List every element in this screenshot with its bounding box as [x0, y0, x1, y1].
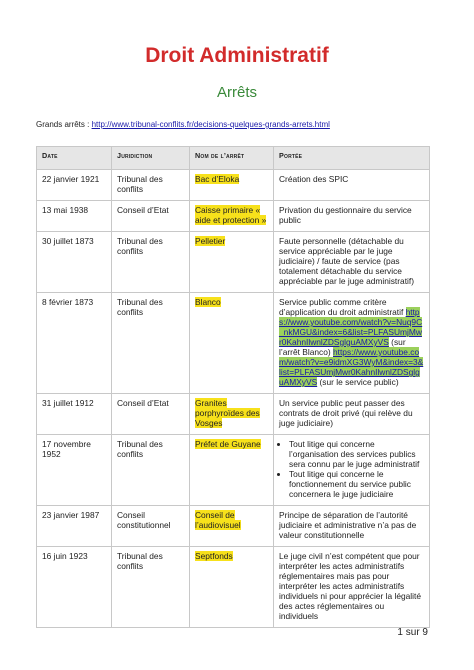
table-row — [37, 170, 430, 201]
cell-date: 13 mai 1938 — [37, 201, 112, 232]
cell-date: 23 janvier 1987 — [37, 506, 112, 547]
grands-arrets-link[interactable]: http://www.tribunal-conflits.fr/decisions-quelques-grands-arrets.html — [91, 120, 330, 129]
document-title: Droit Administratif — [145, 44, 329, 67]
arret-name: Conseil de l’audiovisuel — [195, 510, 241, 530]
table-row — [37, 394, 430, 435]
table-row — [37, 547, 430, 628]
youtube-link-blanco[interactable]: https://www.youtube.com/watch?v=Nuq9C_nkMGU&index=6&list=PLFASUmjMwr0KahnIlwnlZDSglguAMXyVS — [279, 307, 423, 347]
link-suffix: (sur le service public) — [317, 377, 399, 387]
cell-date: 17 novembre 1952 — [37, 435, 112, 506]
cell-portee: Création des SPIC — [274, 170, 430, 201]
cell-juridiction: Conseil d’Etat — [112, 394, 190, 435]
cell-juridiction: Tribunal des conflits — [112, 170, 190, 201]
cell-portee: Un service public peut passer des contrats de droit privé (qui relève du juge judiciaire) — [274, 394, 430, 435]
list-item: • Tout litige qui concerne le fonctionnement du service public concernera le juge judiciaire — [289, 469, 424, 499]
cell-date: 8 février 1873 — [37, 293, 112, 394]
arret-name: Caisse primaire « aide et protection » — [195, 205, 267, 225]
cell-nom — [190, 201, 274, 232]
grands-arrets-line — [36, 120, 330, 129]
cell-date: 31 juillet 1912 — [37, 394, 112, 435]
cell-nom — [190, 506, 274, 547]
cell-juridiction: Tribunal des conflits — [112, 293, 190, 394]
cell-portee: Faute personnelle (détachable du service appréciable par le juge judiciaire) / faute de service (pas totalement détachable du service appréciable par le juge administratif) — [274, 232, 430, 293]
table-row — [37, 293, 430, 394]
table-row — [37, 506, 430, 547]
arret-name: Préfet de Guyane — [195, 439, 261, 449]
table-row — [37, 435, 430, 506]
table-row — [37, 232, 430, 293]
cell-nom — [190, 394, 274, 435]
header-portee: Portée — [274, 147, 430, 170]
cell-date: 16 juin 1923 — [37, 547, 112, 628]
header-date: Date — [37, 147, 112, 170]
youtube-link-service-public[interactable]: https://www.youtube.com/watch?v=e9idmXG3WyM&index=3&list=PLFASUmjMwr0KahnIlwnlZDSglguAMXyVS — [279, 347, 424, 387]
page-indicator: 1 sur 9 — [397, 627, 428, 638]
cell-portee: Le juge civil n’est compétent que pour interpréter les actes administratifs réglementaires mais pas pour interpréter les actes administratifs individuels ni pour apprécier la légalité des actes réglementaires ou individuels — [274, 547, 430, 628]
cell-juridiction: Conseil d’Etat — [112, 201, 190, 232]
arrets-table — [36, 146, 430, 628]
portee-list — [279, 439, 424, 499]
table-header-row — [37, 147, 430, 170]
arret-name: Granites porphyroïdes des Vosges — [195, 398, 260, 428]
cell-date: 30 juillet 1873 — [37, 232, 112, 293]
portee-intro: Service public comme critère d’application du droit administratif — [279, 297, 406, 317]
cell-portee: Privation du gestionnaire du service public — [274, 201, 430, 232]
arret-name: Pelletier — [195, 236, 226, 246]
arret-name: Blanco — [195, 297, 221, 307]
cell-juridiction: Tribunal des conflits — [112, 435, 190, 506]
header-juridiction: Juridiction — [112, 147, 190, 170]
arret-name: Bac d’Eloka — [195, 174, 240, 184]
cell-nom — [190, 232, 274, 293]
table-row — [37, 201, 430, 232]
cell-portee — [274, 435, 430, 506]
cell-date: 22 janvier 1921 — [37, 170, 112, 201]
cell-juridiction: Tribunal des conflits — [112, 232, 190, 293]
arret-name: Septfonds — [195, 551, 233, 561]
cell-juridiction: Conseil constitutionnel — [112, 506, 190, 547]
list-item: • Tout litige qui concerne l’organisation des services publics sera connu par le juge administratif — [289, 439, 424, 469]
cell-nom — [190, 435, 274, 506]
link-suffix: (sur l’arrêt Blanco) — [279, 337, 406, 357]
cell-nom — [190, 547, 274, 628]
cell-nom — [190, 293, 274, 394]
cell-juridiction: Tribunal des conflits — [112, 547, 190, 628]
cell-nom — [190, 170, 274, 201]
cell-portee: Principe de séparation de l’autorité judiciaire et administrative n’a pas de valeur constitutionnelle — [274, 506, 430, 547]
header-nom: Nom de l’arrêt — [190, 147, 274, 170]
document-subtitle: Arrêts — [216, 84, 257, 101]
cell-portee — [274, 293, 430, 394]
grands-arrets-label: Grands arrêts : — [36, 120, 92, 129]
